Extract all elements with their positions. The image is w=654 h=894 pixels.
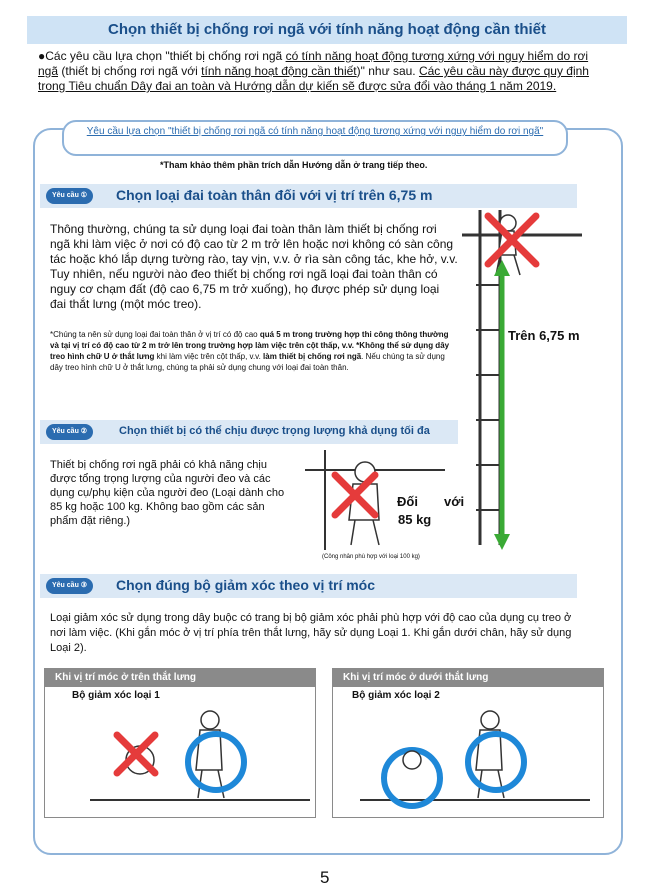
intro-text-3: )" như sau.: [356, 64, 419, 78]
cross-mark-icon: [330, 470, 380, 520]
height-arrow-icon: [492, 260, 512, 550]
intro-text-1: Các yêu cầu lựa chọn "thiết bị chống rơi ngã: [45, 49, 286, 63]
weight-label-b: với: [444, 494, 465, 509]
section1-body: Thông thường, chúng ta sử dụng loại đai toàn thân làm thiết bị chống rơi ngã khi làm việc ở nơi có độ cao từ 2 m trở lên hoặc nơi không có sàn công tác hoặc khó lắp dựng tường rào, tay vịn, v.v. ở rìa sàn công tác, khe hở, v.v. Tuy nhiên, nếu người nào đeo thiết bị chống rơi ngã loại đai toàn thân có nguy cơ chạm đất (độ cao 6,75 m trở xuống), họ được phép sử dụng loại đai thắt lưng (một móc treo).: [50, 222, 458, 311]
reference-note: *Tham khảo thêm phần trích dẫn Hướng dẫn ở trang tiếp theo.: [160, 160, 428, 170]
weight-label-a: Đối: [397, 494, 418, 509]
weight-caption: (Công nhân phù hợp với loại 100 kg): [322, 554, 420, 560]
intro-paragraph: [38, 49, 598, 94]
absorber-type2-label: Bộ giảm xóc loại 2: [352, 690, 440, 701]
section3-body: Loại giảm xóc sử dụng trong dây buộc có trang bị bộ giảm xóc phải phù hợp với độ cao của dụng cụ treo ở nơi làm việc. (Khi gắn móc ở vị trí phía trên thắt lưng, hãy sử dụng Loại 1. Khi gắn dưới chân, hãy sử dụng Loại 2).: [50, 612, 572, 654]
section1-badge: Yêu cầu ①: [46, 188, 93, 204]
cross-mark-icon: [482, 210, 542, 270]
intro-underline-2: tính năng hoạt động cần thiết: [201, 64, 357, 78]
worker-type2-illustration: [360, 700, 590, 810]
page-title: Chọn thiết bị chống rơi ngã với tính năng hoạt động cần thiết: [27, 16, 627, 44]
footnote-d: làm thiết bị chống rơi ngã: [263, 352, 362, 361]
weight-label-c: 85 kg: [398, 512, 432, 527]
intro-underline-3: Các yêu cầu này được quy định trong Tiêu chuẩn Dây đai an toàn và Hướng dẫn dự kiến sẽ được sửa đổi vào tháng 1 năm 2019.: [38, 64, 589, 93]
absorber-type1-label: Bộ giảm xóc loại 1: [72, 690, 160, 701]
section3-title: Chọn đúng bộ giảm xóc theo vị trí móc: [116, 577, 376, 593]
footnote-b: quá 5 m trong trường hợp thi công thông thường và tại vị trí có độ cao từ 2 m trở lên trong trường hợp làm việc trên cột thấp, v.v. *Không thể sử dụng dây treo hình chữ U ở thắt lưng: [50, 330, 450, 361]
intro-text-2: (thiết bị chống rơi ngã với: [58, 64, 202, 78]
section3-badge: Yêu cầu ③: [46, 578, 93, 594]
footnote-e: . Nếu chúng ta sử dụng dây treo hình chữ U ở thắt lưng, chúng ta phải sử dụng chung với loại đai toàn thân.: [50, 352, 445, 372]
section2-title: Chọn thiết bị có thể chịu được trọng lượng khả dụng tối đa: [119, 425, 430, 437]
intro-underline-1: có tính năng hoạt động tương xứng với nguy hiểm do rơi ngã: [38, 49, 589, 78]
section1-title: Chọn loại đai toàn thân đối với vị trí trên 6,75 m: [116, 187, 433, 203]
section2-body: Thiết bị chống rơi ngã phải có khả năng chịu được tổng trọng lượng của người đeo và các dụng cụ/phụ kiện của người đeo (Loại dành cho 85 kg hoặc 100 kg. Không bao gồm các sản phẩm đặt riêng.): [50, 459, 285, 527]
hook-below-waist-header: Khi vị trí móc ở dưới thắt lưng: [333, 669, 603, 687]
footnote-c: khi làm việc trên cột thấp, v.v.: [154, 352, 264, 361]
hook-above-waist-header: Khi vị trí móc ở trên thắt lưng: [45, 669, 315, 687]
cross-mark-icon: [112, 730, 160, 778]
page-number: 5: [320, 868, 330, 887]
panel-label: Yêu cầu lựa chọn "thiết bị chống rơi ngã có tính năng hoạt động tương xứng với nguy hiểm do rơi ngã": [62, 120, 568, 156]
section1-footnote: [50, 329, 458, 373]
height-label: Trên 6,75 m: [508, 328, 580, 343]
intro-bullet: ●: [38, 49, 46, 63]
footnote-a: *Chúng ta nên sử dụng loại đai toàn thân ở vị trí có độ cao: [50, 330, 260, 339]
section2-badge: Yêu cầu ②: [46, 424, 93, 440]
